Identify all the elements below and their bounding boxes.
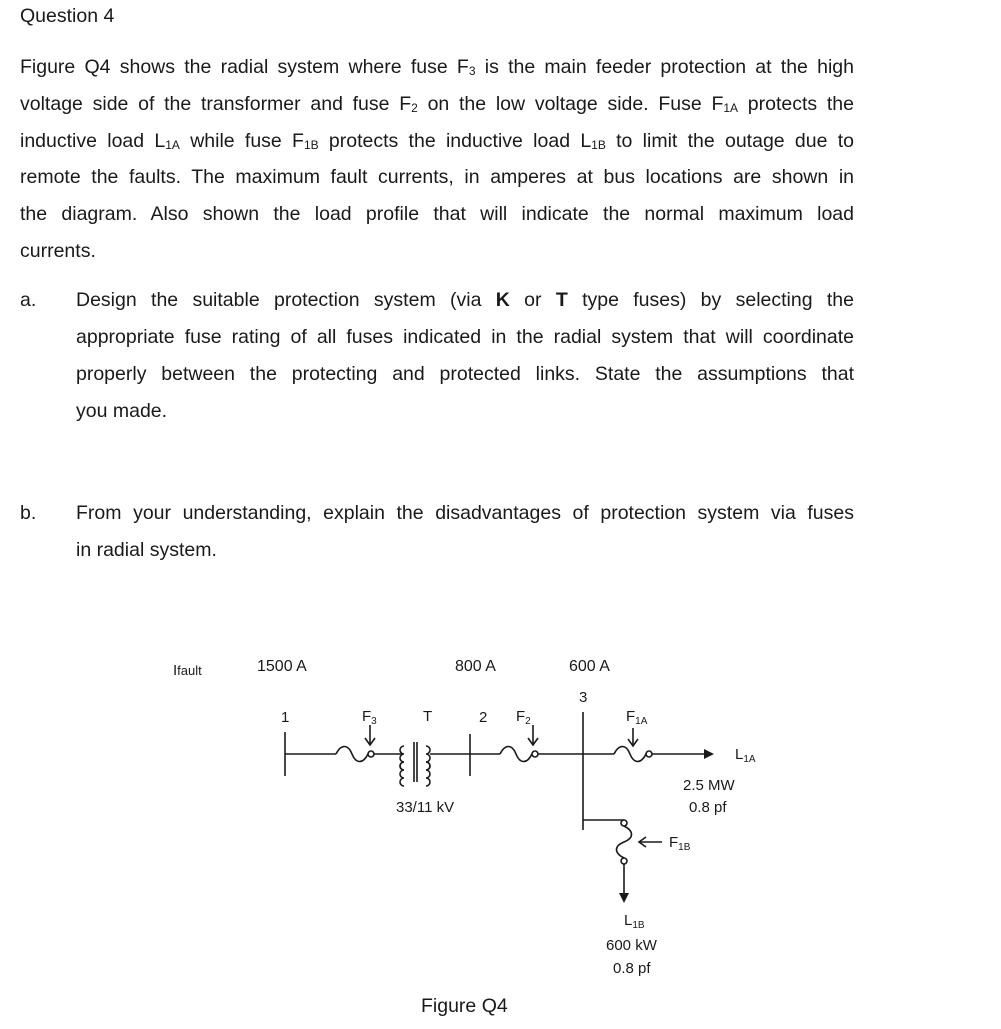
transformer-secondary-coil-lower <box>426 762 430 786</box>
load-1b-arrow <box>619 893 629 903</box>
intro-text: while fuse F <box>179 129 304 152</box>
part-a-line: you made. <box>76 400 168 422</box>
ifault-label: Ifault <box>173 662 202 679</box>
intro-text: is the main feeder protection at the high <box>475 56 854 78</box>
fault-current-bus3: 600 A <box>569 658 610 675</box>
part-a-line: properly between the protecting and protected links. State the assumptions that <box>76 363 854 385</box>
intro-text: Figure Q4 shows the radial system where fuse F <box>20 56 469 78</box>
part-a-letter: a. <box>20 289 37 311</box>
radial-system-svg <box>0 640 1001 1024</box>
bus-2-label: 2 <box>479 709 488 726</box>
fuse-f3-symbol <box>336 747 368 762</box>
fuse-f1a-symbol <box>614 747 646 762</box>
fuse-f3-label: $F_3$ <box>362 708 377 727</box>
fuse-f2-symbol <box>500 747 532 762</box>
load-1a-pf: 0.8 pf <box>689 799 727 816</box>
fuse-f2-terminal <box>532 751 538 757</box>
fuse-f2-label: $F_2$ <box>516 708 531 727</box>
fuse-f1b-symbol <box>617 826 632 858</box>
intro-text: the diagram. Also shown the load profile that will indicate the normal maximum load <box>20 203 854 226</box>
load-1b-label: $L_{1B}$ <box>624 912 645 931</box>
t-fuse-type: T <box>555 289 568 311</box>
part-b <box>20 495 854 569</box>
intro-line <box>20 123 854 160</box>
question-heading: Question 4 <box>20 5 115 27</box>
intro-text: voltage side of the transformer and fuse F <box>20 92 412 115</box>
intro-subscript: 1A <box>723 100 739 115</box>
fuse-f1b-terminal-top <box>621 820 627 826</box>
intro-subscript: 1A <box>165 137 180 152</box>
intro-subscript: 3 <box>468 64 476 78</box>
figure-caption: Figure Q4 <box>421 995 508 1017</box>
intro-text: on the low voltage side. Fuse F <box>417 92 724 115</box>
fuse-f1a-label: $F_{1A}$ <box>626 708 648 727</box>
load-1b-power: 600 kW <box>606 937 657 954</box>
part-b-text <box>76 495 854 569</box>
fault-current-bus2: 800 A <box>455 658 496 675</box>
intro-line <box>20 196 854 233</box>
fault-current-bus1: 1500 A <box>257 658 307 675</box>
fuse-f3-terminal <box>368 751 374 757</box>
intro-line <box>20 49 854 86</box>
part-a <box>20 282 854 430</box>
intro-line <box>20 233 854 270</box>
question-intro <box>20 49 854 270</box>
bus-1-label: 1 <box>281 709 290 726</box>
part-a-line: Design the suitable protection system (via K or T type fuses) by selecting the <box>76 289 854 311</box>
part-b-letter: b. <box>20 502 37 524</box>
intro-line <box>20 159 854 196</box>
fuse-f1b-terminal <box>621 858 627 864</box>
intro-subscript: 1B <box>591 137 606 152</box>
intro-subscript: 1B <box>303 137 319 152</box>
transformer-rating: 33/11 kV <box>396 799 455 816</box>
intro-text: remote the faults. The maximum fault currents, in amperes at bus locations are shown in <box>20 166 854 189</box>
bus-3-label: 3 <box>579 689 588 706</box>
part-a-line: appropriate fuse rating of all fuses indicated in the radial system that will coordinate <box>76 326 854 348</box>
load-1a-arrow <box>704 749 714 759</box>
fuse-f1a-terminal <box>646 751 652 757</box>
part-a-text <box>76 282 854 430</box>
part-b-line: From your understanding, explain the disadvantages of protection system via fuses <box>76 502 854 524</box>
load-1b-pf: 0.8 pf <box>613 960 651 977</box>
intro-text: to limit the outage due to <box>605 129 854 152</box>
load-1a-power: 2.5 MW <box>683 777 735 794</box>
intro-text: currents. <box>20 239 96 262</box>
fuse-f1b-label: $F_{1B}$ <box>669 834 691 853</box>
load-1a-label: $L_{1A}$ <box>735 746 756 765</box>
transformer-label: T <box>423 708 433 725</box>
intro-text: inductive load L <box>20 129 166 152</box>
intro-line <box>20 86 854 123</box>
intro-text: protects the inductive load L <box>318 129 592 152</box>
part-b-line: in radial system. <box>76 539 217 561</box>
figure-q4-diagram <box>0 640 1001 1024</box>
intro-subscript: 2 <box>411 100 418 115</box>
k-fuse-type: K <box>495 289 510 311</box>
transformer-primary-coil-lower <box>400 762 404 786</box>
intro-text: protects the <box>738 92 854 115</box>
